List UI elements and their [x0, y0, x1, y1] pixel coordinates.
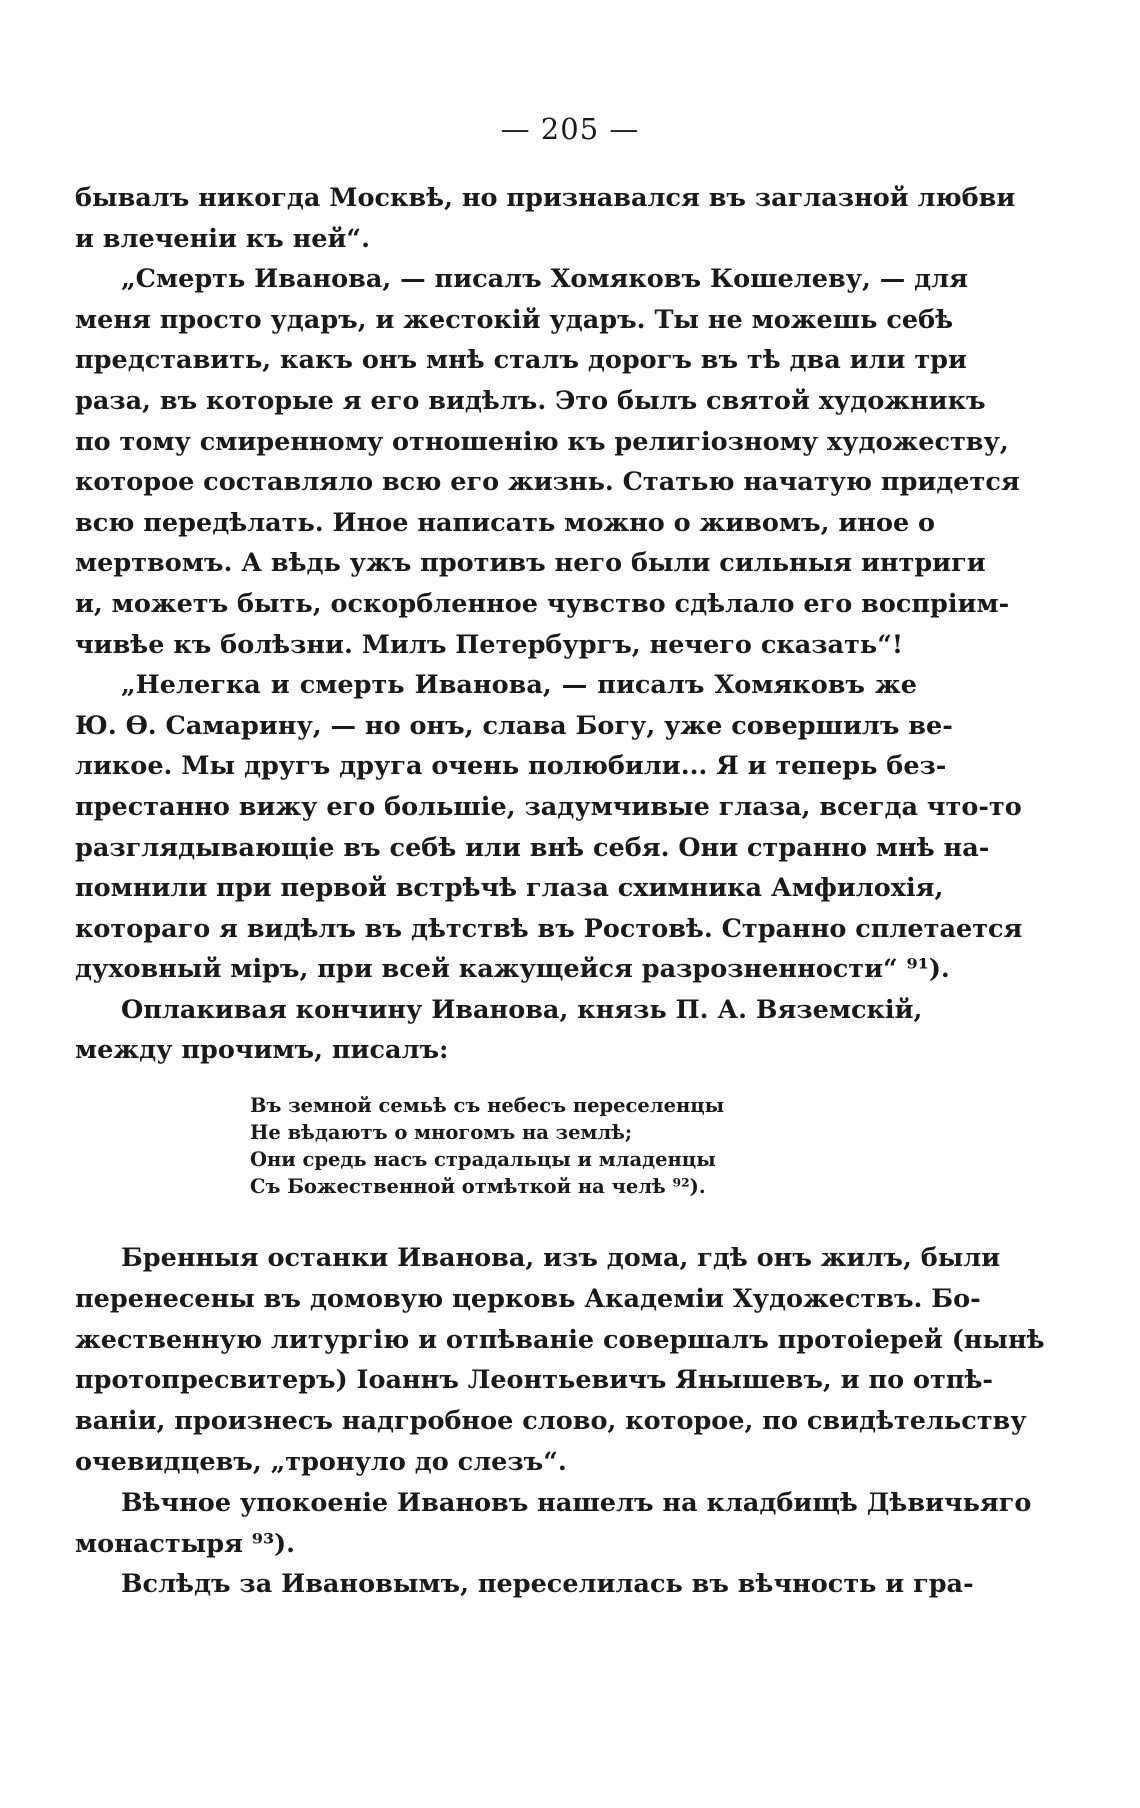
text-line: ваніи, произнесъ надгробное слово, которое, по свидѣтельству — [75, 1406, 1027, 1437]
main-text-bottom — [75, 1238, 1045, 1605]
text-line: протопресвитеръ) Іоаннъ Леонтьевичъ Янышевъ, и по отпѣ- — [75, 1365, 993, 1396]
verse-line: Съ Божественной отмѣткой на челѣ ⁹²). — [250, 1175, 706, 1198]
text-line: между прочимъ, писалъ: — [75, 1035, 449, 1066]
text-line: духовный міръ, при всей кажущейся разрозненности“ ⁹¹). — [75, 954, 950, 985]
text-line: представить, какъ онъ мнѣ сталъ дорогъ въ тѣ два или три — [75, 345, 967, 376]
text-line: и, можетъ быть, оскорбленное чувство сдѣлало его воспріим- — [75, 588, 1010, 619]
text-line: разглядывающіе въ себѣ или внѣ себя. Они странно мнѣ на- — [75, 832, 990, 863]
text-line: котораго я видѣлъ въ дѣтствѣ въ Ростовѣ. Странно сплетается — [75, 913, 1023, 944]
page-number: — 205 — — [500, 112, 640, 146]
main-text-top — [75, 178, 1023, 1071]
text-line: Оплакивая кончину Иванова, князь П. А. Вяземскій, — [121, 994, 923, 1025]
text-line: раза, въ которые я его видѣлъ. Это былъ святой художникъ — [75, 385, 986, 416]
text-line: Бренныя останки Иванова, изъ дома, гдѣ онъ жилъ, были — [121, 1243, 1001, 1273]
text-line: помнили при первой встрѣчѣ глаза схимника Амфилохія, — [75, 873, 944, 904]
text-line: перенесены въ домовую церковь Академіи Художествъ. Бо- — [75, 1283, 981, 1314]
text-line: Вслѣдъ за Ивановымъ, переселилась въ вѣчность и гра- — [121, 1569, 974, 1600]
text-line: очевидцевъ, „тронуло до слезъ“. — [75, 1446, 567, 1477]
verse-quote — [250, 1092, 770, 1200]
text-line: бывалъ никогда Москвѣ, но признавался въ заглазной любви — [75, 183, 1016, 213]
text-line: „Смерть Иванова, — писалъ Хомяковъ Кошелеву, — для — [121, 264, 968, 295]
text-line: мертвомъ. А вѣдь ужъ противъ него были сильныя интриги — [75, 548, 986, 579]
text-line: престанно вижу его большіе, задумчивые глаза, всегда что-то — [75, 791, 1022, 822]
text-line: и влеченіи къ ней“. — [75, 223, 370, 254]
text-line: Ю. Ѳ. Самарину, — но онъ, слава Богу, уже совершилъ ве- — [75, 710, 953, 741]
text-line: меня просто ударъ, и жестокій ударъ. Ты не можешь себѣ — [75, 304, 954, 335]
text-line: жественную литургію и отпѣваніе совершалъ протоіерей (нынѣ — [75, 1324, 1045, 1355]
verse-line: Они средь насъ страдальцы и младенцы — [250, 1148, 716, 1171]
text-line: ликое. Мы другъ друга очень полюбили... Я и теперь без- — [75, 751, 947, 782]
text-line: по тому смиренному отношенію къ религіозному художеству, — [75, 426, 1009, 457]
text-line: „Нелегка и смерть Иванова, — писалъ Хомяковъ же — [121, 670, 917, 701]
text-line: чивѣе къ болѣзни. Милъ Петербургъ, нечего сказать“! — [75, 629, 904, 660]
verse-line: Въ земной семьѣ съ небесъ переселенцы — [250, 1094, 725, 1117]
text-line: Вѣчное упокоеніе Ивановъ нашелъ на кладбищѣ Дѣвичьяго — [121, 1487, 1032, 1518]
text-line: монастыря ⁹³). — [75, 1528, 296, 1559]
text-line: которое составляло всю его жизнь. Статью начатую придется — [75, 467, 1020, 498]
verse-line: Не вѣдаютъ о многомъ на землѣ; — [250, 1121, 633, 1144]
text-line: всю передѣлать. Иное написать можно о живомъ, иное о — [75, 507, 936, 538]
